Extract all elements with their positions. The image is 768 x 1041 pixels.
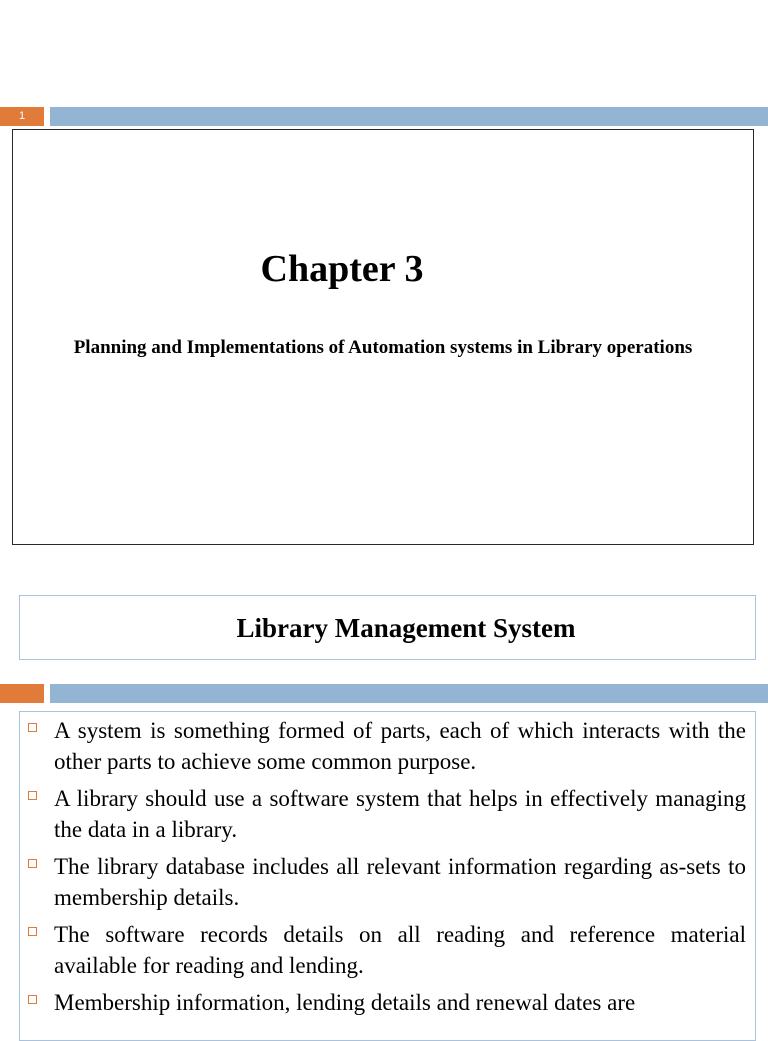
square-bullet-icon <box>28 859 37 868</box>
list-item <box>26 783 746 845</box>
bullet-text: A library should use a software system that helps in effectively managing the data in a library. <box>54 786 746 842</box>
header-bar-blue <box>50 684 768 703</box>
square-bullet-icon <box>28 995 37 1004</box>
list-item <box>26 715 746 777</box>
list-item <box>26 919 746 981</box>
square-bullet-icon <box>28 723 37 732</box>
slide-header-bar <box>0 107 768 126</box>
bullet-text: A system is something formed of parts, each of which interacts with the other parts to achieve some common purpose. <box>54 718 746 774</box>
list-item <box>26 987 746 1018</box>
chapter-title: Chapter 3 <box>260 248 424 290</box>
bullet-text: The library database includes all relevant information regarding as-sets to membership details. <box>54 854 746 910</box>
slide-heading: Library Management System <box>236 613 576 643</box>
header-bar-blue <box>50 107 768 126</box>
square-bullet-icon <box>28 791 37 800</box>
bullet-text: Membership information, lending details and renewal dates are <box>54 990 636 1015</box>
list-item <box>26 851 746 913</box>
bullet-text: The software records details on all reading and reference material available for reading and lending. <box>54 922 746 978</box>
slide-number: 1 <box>0 107 44 126</box>
square-bullet-icon <box>28 927 37 936</box>
slide-header-bar <box>0 684 768 703</box>
chapter-subtitle: Planning and Implementations of Automation systems in Library operations <box>73 337 693 358</box>
bullet-list <box>26 715 746 1024</box>
slide-number-empty <box>0 684 44 703</box>
